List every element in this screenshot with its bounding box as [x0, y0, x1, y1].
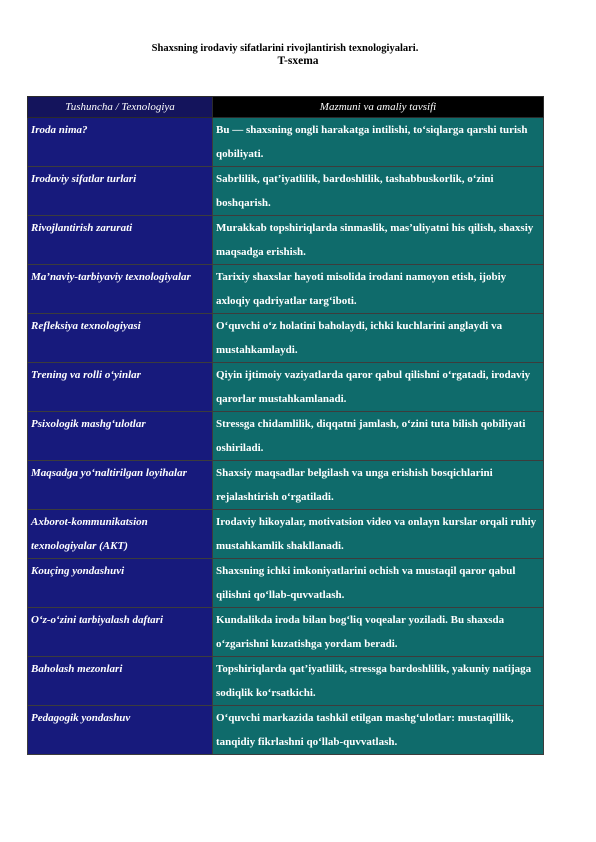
table-row: [28, 412, 544, 461]
table-row: [28, 265, 544, 314]
row-term: Pedagogik yondashuv: [28, 706, 213, 755]
row-description: O‘quvchi markazida tashkil etilgan mashg‘ulotlar: mustaqillik, tanqidiy fikrlashni qo‘llab-quvvatlash.: [213, 706, 544, 755]
row-term: Maqsadga yo‘naltirilgan loyihalar: [28, 461, 213, 510]
t-scheme-table: [27, 96, 544, 755]
row-description: Sabrlilik, qat’iyatlilik, bardoshlilik, tashabbuskorlik, o‘zini boshqarish.: [213, 167, 544, 216]
row-term: Ma’naviy-tarbiyaviy texnologiyalar: [28, 265, 213, 314]
row-term: Psixologik mashg‘ulotlar: [28, 412, 213, 461]
table-header-row: [28, 97, 544, 118]
row-term: Rivojlantirish zarurati: [28, 216, 213, 265]
table-row: [28, 216, 544, 265]
column-header-description: Mazmuni va amaliy tavsifi: [213, 97, 544, 118]
row-description: Topshiriqlarda qat’iyatlilik, stressga bardoshlilik, yakuniy natijaga sodiqlik ko‘rsatkichi.: [213, 657, 544, 706]
table-row: [28, 559, 544, 608]
row-term: Irodaviy sifatlar turlari: [28, 167, 213, 216]
document-title-block: [0, 42, 596, 68]
row-description: O‘quvchi o‘z holatini baholaydi, ichki kuchlarini anglaydi va mustahkamlaydi.: [213, 314, 544, 363]
row-term: Refleksiya texnologiyasi: [28, 314, 213, 363]
row-term: Trening va rolli o‘yinlar: [28, 363, 213, 412]
table-row: [28, 167, 544, 216]
row-term: O‘z-o‘zini tarbiyalash daftari: [28, 608, 213, 657]
table-row: [28, 461, 544, 510]
table-row: [28, 706, 544, 755]
row-description: Shaxsiy maqsadlar belgilash va unga erishish bosqichlarini rejalashtirish o‘rgatiladi.: [213, 461, 544, 510]
row-description: Stressga chidamlilik, diqqatni jamlash, o‘zini tuta bilish qobiliyati oshiriladi.: [213, 412, 544, 461]
table-row: [28, 608, 544, 657]
row-description: Bu — shaxsning ongli harakatga intilishi, to‘siqlarga qarshi turish qobiliyati.: [213, 118, 544, 167]
document-title: Shaxsning irodaviy sifatlarini rivojlantirish texnologiyalari.: [151, 43, 419, 54]
row-description: Murakkab topshiriqlarda sinmaslik, mas’uliyatni his qilish, shaxsiy maqsadga erishish.: [213, 216, 544, 265]
table-row: [28, 657, 544, 706]
document-subtitle: T-sxema: [277, 55, 319, 67]
row-description: Shaxsning ichki imkoniyatlarini ochish va mustaqil qaror qabul qilishni qo‘llab-quvvatlash.: [213, 559, 544, 608]
table-row: [28, 118, 544, 167]
row-description: Irodaviy hikoyalar, motivatsion video va onlayn kurslar orqali ruhiy mustahkamlik shakllanadi.: [213, 510, 544, 559]
row-term: Kouçing yondashuvi: [28, 559, 213, 608]
row-description: Qiyin ijtimoiy vaziyatlarda qaror qabul qilishni o‘rgatadi, irodaviy qarorlar mustahkamlanadi.: [213, 363, 544, 412]
row-description: Tarixiy shaxslar hayoti misolida irodani namoyon etish, ijobiy axloqiy qadriyatlar targ‘iboti.: [213, 265, 544, 314]
row-term: Iroda nima?: [28, 118, 213, 167]
table-row: [28, 510, 544, 559]
column-header-concept: Tushuncha / Texnologiya: [28, 97, 213, 118]
row-term: Baholash mezonlari: [28, 657, 213, 706]
table-row: [28, 314, 544, 363]
table-row: [28, 363, 544, 412]
row-term: Axborot-kommunikatsion texnologiyalar (AKT): [28, 510, 213, 559]
row-description: Kundalikda iroda bilan bog‘liq voqealar yoziladi. Bu shaxsda o‘zgarishni kuzatishga yordam beradi.: [213, 608, 544, 657]
